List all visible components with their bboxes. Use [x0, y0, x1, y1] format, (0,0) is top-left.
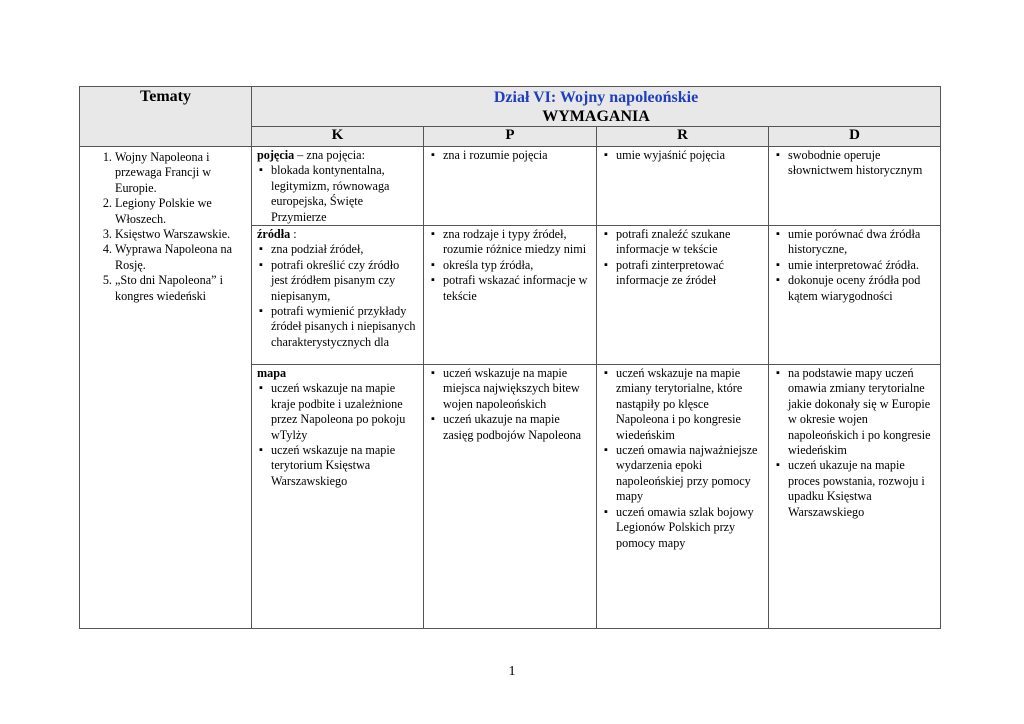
- mapa-k-cell: [252, 365, 424, 629]
- topic-item: 2. Legiony Polskie we Włoszech.: [115, 196, 247, 227]
- section-title-cell: [252, 87, 941, 127]
- mapa-d-list: [774, 366, 936, 520]
- pojecia-p-cell: [424, 147, 597, 226]
- mapa-heading-line: [257, 366, 419, 381]
- pojecia-p-list: [429, 148, 592, 163]
- pojecia-k-list: [257, 163, 419, 225]
- zrodla-d-list: [774, 227, 936, 304]
- zrodla-p-cell: [424, 226, 597, 365]
- list-item: ▪ umie interpretować źródła.: [774, 258, 936, 273]
- zrodla-r-list: [602, 227, 764, 289]
- list-item: ▪ uczeń wskazuje na mapie miejsca największych bitew wojen napoleońskich: [429, 366, 592, 412]
- topic-item: 4. Wyprawa Napoleona na Rosję.: [115, 242, 247, 273]
- list-item: ▪ potrafi znaleźć szukane informacje w tekście: [602, 227, 764, 258]
- list-item: ▪ zna i rozumie pojęcia: [429, 148, 592, 163]
- list-item: ▪ uczeń omawia najważniejsze wydarzenia epoki napoleońskiej przy pomocy mapy: [602, 443, 764, 505]
- topic-item: 5. „Sto dni Napoleona” i kongres wiedeński: [115, 273, 247, 304]
- mapa-title: mapa: [257, 366, 287, 381]
- pojecia-r-list: [602, 148, 764, 163]
- zrodla-r-cell: [597, 226, 769, 365]
- zrodla-title: źródła: [257, 227, 291, 242]
- list-item: ▪ uczeń ukazuje na mapie proces powstania, rozwoju i upadku Księstwa Warszawskiego: [774, 458, 936, 520]
- list-item: ▪ dokonuje oceny źródła pod kątem wiarygodności: [774, 273, 936, 304]
- pojecia-d-cell: [769, 147, 941, 226]
- list-item: ▪ uczeń wskazuje na mapie zmiany terytorialne, które nastąpiły po klęsce Napoleona i po kongresie wiedeńskim: [602, 366, 764, 443]
- pojecia-r-cell: [597, 147, 769, 226]
- topics-list: [85, 150, 247, 304]
- list-item: ▪ uczeń ukazuje na mapie zasięg podbojów Napoleona: [429, 412, 592, 443]
- zrodla-suffix: :: [290, 227, 297, 242]
- mapa-p-list: [429, 366, 592, 443]
- pojecia-title: pojęcia: [257, 148, 295, 162]
- mapa-p-cell: [424, 365, 597, 629]
- list-item: ▪ zna rodzaje i typy źródeł, rozumie różnice miedzy nimi: [429, 227, 592, 258]
- requirements-table: [79, 86, 941, 629]
- mapa-r-cell: [597, 365, 769, 629]
- tematy-header: Tematy: [80, 87, 252, 147]
- pojecia-heading-line: [257, 148, 419, 163]
- column-header-p: P: [424, 127, 597, 147]
- mapa-d-cell: [769, 365, 941, 629]
- section-title: Dział VI: Wojny napoleońskie: [493, 89, 699, 106]
- topic-item: 3. Księstwo Warszawskie.: [115, 227, 247, 242]
- list-item: ▪ umie wyjaśnić pojęcia: [602, 148, 764, 163]
- zrodla-k-cell: [252, 226, 424, 365]
- list-item: ▪ uczeń omawia szlak bojowy Legionów Polskich przy pomocy mapy: [602, 505, 764, 551]
- zrodla-p-list: [429, 227, 592, 304]
- list-item: ▪ blokada kontynentalna, legitymizm, równowaga europejska, Święte Przymierze: [257, 163, 419, 225]
- pojecia-d-list: [774, 148, 936, 179]
- list-item: ▪ potrafi wskazać informacje w tekście: [429, 273, 592, 304]
- list-item: ▪ potrafi wymienić przykłady źródeł pisanych i niepisanych charakterystycznych dla: [257, 304, 419, 350]
- list-item: ▪ uczeń wskazuje na mapie terytorium Księstwa Warszawskiego: [257, 443, 419, 489]
- column-header-k: K: [252, 127, 424, 147]
- list-item: ▪ swobodnie operuje słownictwem historycznym: [774, 148, 936, 179]
- list-item: ▪ uczeń wskazuje na mapie kraje podbite i uzależnione przez Napoleona po pokoju wTylży: [257, 381, 419, 443]
- zrodla-k-list: [257, 242, 419, 350]
- zrodla-d-cell: [769, 226, 941, 365]
- mapa-r-list: [602, 366, 764, 551]
- list-item: ▪ potrafi zinterpretować informacje ze źródeł: [602, 258, 764, 289]
- topics-cell: [80, 147, 252, 629]
- page-number: 1: [508, 664, 516, 679]
- pojecia-suffix: – zna pojęcia:: [294, 148, 365, 162]
- mapa-k-list: [257, 381, 419, 489]
- pojecia-k-cell: [252, 147, 424, 226]
- column-header-d: D: [769, 127, 941, 147]
- list-item: ▪ na podstawie mapy uczeń omawia zmiany terytorialne jakie dokonały się w Europie w okresie wojen napoleońskich i po kongresie wiedeńskim: [774, 366, 936, 458]
- topic-item: 1. Wojny Napoleona i przewaga Francji w Europie.: [115, 150, 247, 196]
- wymagania-title: WYMAGANIA: [542, 108, 650, 125]
- list-item: ▪ zna podział źródeł,: [257, 242, 419, 257]
- column-header-r: R: [597, 127, 769, 147]
- list-item: ▪ określa typ źródła,: [429, 258, 592, 273]
- zrodla-heading-line: [257, 227, 419, 242]
- list-item: ▪ umie porównać dwa źródła historyczne,: [774, 227, 936, 258]
- list-item: ▪ potrafi określić czy źródło jest źródłem pisanym czy niepisanym,: [257, 258, 419, 304]
